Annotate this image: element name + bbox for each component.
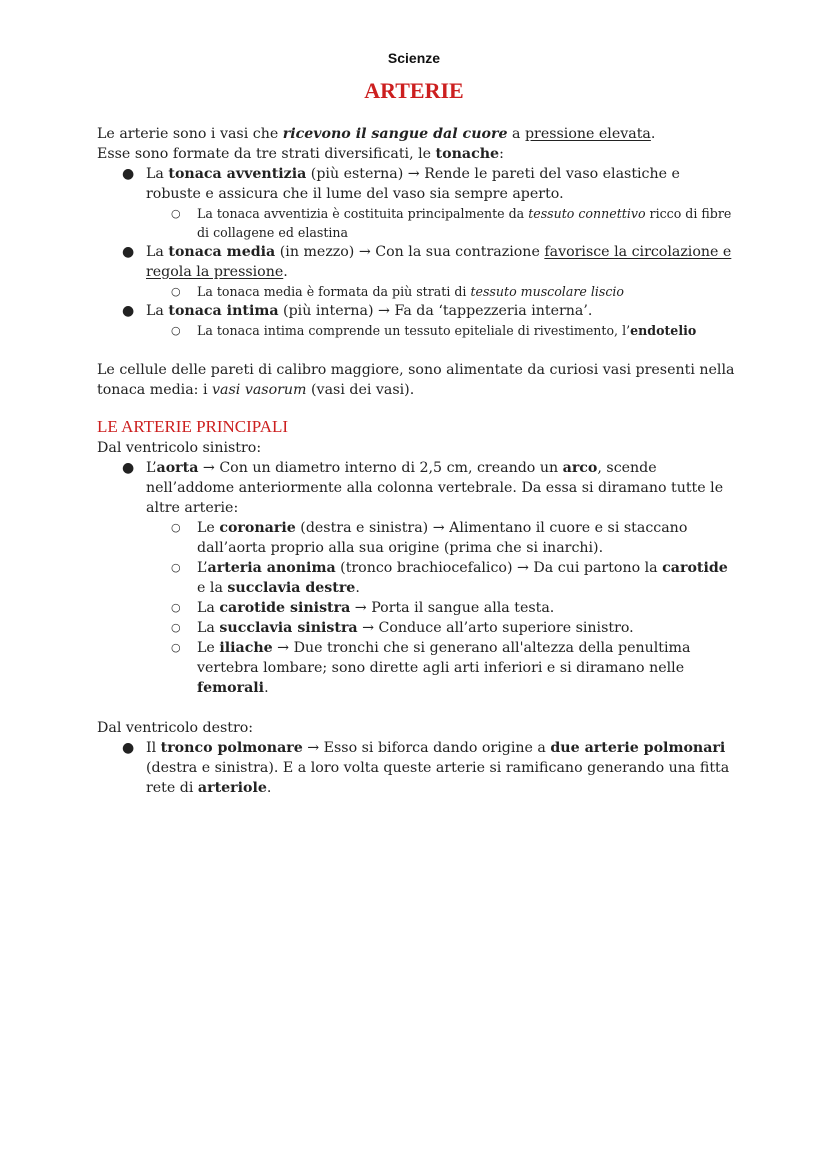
bold-text: iliache [219, 640, 273, 656]
text-run: (destra e sinistra) → Alimentano il cuore e si staccano dall’aorta proprio alla sua origine (prima che si inarchi). [197, 520, 688, 556]
underlined-text: pressione elevata [524, 126, 651, 142]
hollow-bullet-icon: ○ [171, 324, 181, 337]
bold-text: tonaca avventizia [168, 166, 307, 182]
bold-text: arteria anonima [207, 560, 336, 576]
tonache-list [97, 164, 737, 340]
bullet-icon: ● [122, 244, 135, 260]
sub-item-carotide-sinistra [97, 598, 737, 618]
hollow-bullet-icon: ○ [171, 561, 181, 574]
bold-text: arco [562, 460, 598, 476]
bold-text: carotide [662, 560, 728, 576]
text-run: (tronco brachiocefalico) → Da cui partono la [335, 560, 663, 576]
hollow-bullet-icon: ○ [171, 621, 181, 634]
text-run: Le [197, 520, 220, 536]
text-run: La tonaca avventizia è costituita principalmente da [197, 206, 529, 221]
bold-text: arteriole [197, 780, 267, 796]
text-run: : [499, 146, 504, 162]
sub-item-media [97, 282, 737, 301]
intro-paragraph-2 [97, 144, 737, 164]
document-body [97, 124, 737, 798]
sub-item-intima [97, 321, 737, 340]
hollow-bullet-icon: ○ [171, 601, 181, 614]
sub-item-succlavia-sinistra [97, 618, 737, 638]
text-run: La tonaca media è formata da più strati di [197, 284, 471, 299]
sub-item-iliache [97, 638, 737, 698]
text-run: . [264, 680, 269, 696]
text-run: , scende nell’addome anteriormente alla colonna vertebrale. Da essa si diramano tutte le altre arterie: [146, 460, 724, 516]
bullet-icon: ● [122, 303, 135, 319]
hollow-bullet-icon: ○ [171, 285, 181, 298]
sub-item-coronarie [97, 518, 737, 558]
emphasis-text: ricevono il sangue dal cuore [282, 126, 508, 142]
list-item-aorta [97, 458, 737, 518]
arterie-sinistro-list [97, 458, 737, 698]
text-run: La [197, 620, 220, 636]
text-run: (in mezzo) → Con la sua contrazione [275, 244, 545, 260]
text-run: Le arterie sono i vasi che [97, 126, 283, 142]
bold-text: femorali [197, 680, 265, 696]
spacer [97, 400, 737, 416]
bold-text: endotelio [630, 323, 697, 338]
list-item-tonaca-avventizia [97, 164, 737, 204]
text-run: . [650, 126, 656, 142]
arterie-destro-list [97, 738, 737, 798]
italic-text: tessuto muscolare liscio [470, 284, 624, 299]
text-run: ricco di fibre di collagene ed elastina [197, 206, 732, 240]
subject-heading: Scienze [387, 50, 441, 66]
bold-text: succlavia sinistra [219, 620, 358, 636]
sub-item-arteria-anonima [97, 558, 737, 598]
section-title: LE ARTERIE PRINCIPALI [97, 417, 289, 436]
bold-text: tonache [435, 146, 500, 162]
text-run: . [283, 264, 288, 280]
text-run: Il [146, 740, 161, 756]
text-run: La [197, 600, 220, 616]
text-run: Le [197, 640, 220, 656]
bold-text: tronco polmonare [160, 740, 303, 756]
page-title: ARTERIE [364, 78, 464, 103]
text-run: L’ [197, 560, 208, 576]
text-run: → Esso si biforca dando origine a [302, 740, 551, 756]
text-run: L’ [146, 460, 157, 476]
text-run: → Conduce all’arto superiore sinistro. [357, 620, 634, 636]
text-run: Le cellule delle pareti di calibro maggiore, sono alimentate da curiosi vasi presenti nella tonaca media: i [97, 362, 735, 398]
ventricolo-sinistro-label: Dal ventricolo sinistro: [97, 440, 262, 456]
bold-text: coronarie [219, 520, 296, 536]
text-run: (vasi dei vasi). [306, 382, 415, 398]
text-run: La [146, 244, 169, 260]
text-run: (più esterna) → Rende le pareti del vaso elastiche e robuste e assicura che il lume del vaso sia sempre aperto. [146, 166, 680, 202]
text-run: → Con un diametro interno di 2,5 cm, creando un [198, 460, 563, 476]
text-run: a [507, 126, 525, 142]
text-run: . [266, 780, 272, 796]
spacer [97, 340, 737, 360]
bold-text: tonaca media [168, 244, 276, 260]
bold-text: tonaca intima [168, 303, 279, 319]
text-run: → Due tronchi che si generano all'altezza della penultima vertebra lombare; sono dirette agli arti inferiori e si diramano nelle [197, 640, 691, 676]
text-run: → Porta il sangue alla testa. [350, 600, 555, 616]
text-run: (più interna) → Fa da ‘tappezzeria interna’. [278, 303, 593, 319]
text-run: e la [197, 580, 228, 596]
bold-text: aorta [156, 460, 199, 476]
italic-text: vasi vasorum [212, 382, 307, 398]
list-item-tronco-polmonare [97, 738, 737, 798]
bullet-icon: ● [122, 460, 135, 476]
hollow-bullet-icon: ○ [171, 641, 181, 654]
text-run: Esse sono formate da tre strati diversificati, le [97, 146, 436, 162]
text-run: La [146, 166, 169, 182]
list-item-tonaca-intima [97, 301, 737, 321]
bold-text: carotide sinistra [219, 600, 351, 616]
bullet-icon: ● [122, 740, 135, 756]
italic-text: tessuto connettivo [528, 206, 646, 221]
list-item-tonaca-media [97, 242, 737, 282]
intro-paragraph-1 [97, 124, 737, 144]
text-run: La tonaca intima comprende un tessuto epiteliale di rivestimento, l’ [197, 323, 631, 338]
hollow-bullet-icon: ○ [171, 207, 181, 220]
vasa-vasorum-paragraph [97, 360, 737, 400]
bullet-icon: ● [122, 166, 135, 182]
sub-item-avventizia [97, 204, 737, 242]
underlined-text: favorisce la circolazione e regola la pressione [146, 244, 732, 280]
ventricolo-destro-label: Dal ventricolo destro: [97, 720, 254, 736]
bold-text: succlavia destre [227, 580, 356, 596]
hollow-bullet-icon: ○ [171, 521, 181, 534]
bold-text: due arterie polmonari [550, 740, 726, 756]
text-run: . [355, 580, 360, 596]
spacer [97, 698, 737, 718]
text-run: (destra e sinistra). E a loro volta queste arterie si ramificano generando una fitta rete di [146, 760, 730, 796]
text-run: La [146, 303, 169, 319]
